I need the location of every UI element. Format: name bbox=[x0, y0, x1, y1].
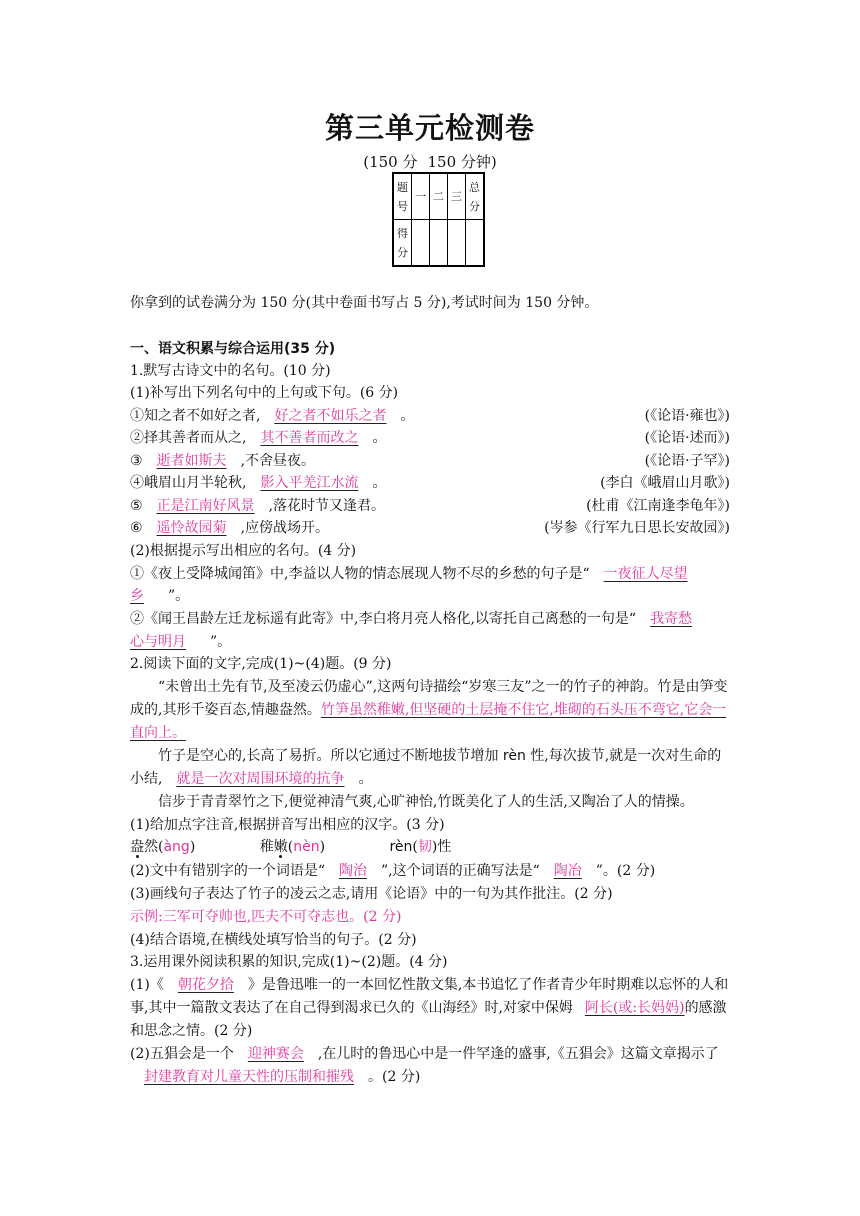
time-total: 150 分钟) bbox=[427, 153, 497, 171]
answer-text: 迎神赛会 bbox=[247, 1046, 304, 1062]
score-table-col-3: 三 bbox=[448, 173, 466, 220]
score-table-col-2: 二 bbox=[430, 173, 448, 220]
exam-meta bbox=[0, 151, 860, 172]
page-title: 第三单元检测卷 bbox=[324, 111, 535, 145]
score-cell bbox=[412, 220, 430, 267]
answer-text: 陶冶 bbox=[553, 863, 582, 879]
source-citation: (杜甫《江南逢李龟年》) bbox=[586, 498, 730, 514]
q1-item-4: ④峨眉山月半轮秋, 影入平羌江水流 。 (李白《峨眉山月歌》) bbox=[130, 472, 730, 494]
score-total: (150 分 bbox=[363, 153, 418, 171]
q1-part2-b-line2: 心与明月 ”。 bbox=[130, 634, 232, 650]
q1-item-1: ①知之者不如好之者, 好之者不如乐之者 。 (《论语·雍也》) bbox=[130, 405, 730, 427]
word-2: 稚嫩(nèn) bbox=[259, 839, 326, 855]
q1-item-6: ⑥ 遥怜故园菊 ,应傍战场开。 (岑参《行军九日思长安故园》) bbox=[130, 517, 730, 539]
answer-text: 逝者如斯夫 bbox=[156, 453, 227, 469]
source-citation: (《论语·子罕》) bbox=[644, 453, 730, 469]
q3-sub1: (1)《 朝花夕拾 》是鲁迅唯一的一本回忆性散文集,本书追忆了作者青少年时期难以忘怀的人和事,其中一篇散文表达了在自己得到渴求已久的《山海经》时,对家中保姆 阿长(或:长妈妈)的感激和思念之情。(2 分) bbox=[130, 977, 729, 1039]
answer-text: 陶治 bbox=[339, 863, 367, 879]
q1-item-5: ⑤ 正是江南好风景 ,落花时节又逢君。 (杜甫《江南逢李龟年》) bbox=[130, 495, 730, 517]
q1-part2-b-line1: ②《闻王昌龄左迁龙标遥有此寄》中,李白将月亮人格化,以寄托自己离愁的一句是“ 我寄愁 bbox=[130, 611, 693, 627]
q2-sub3-answer: 示例:三军可夺帅也,匹夫不可夺志也。(2 分) bbox=[130, 909, 402, 925]
q2-sub3: (3)画线句子表达了竹子的凌云之志,请用《论语》中的一句为其作批注。(2 分) bbox=[130, 886, 613, 902]
score-table-row-label: 题号 bbox=[393, 173, 412, 220]
q2-sub2: (2)文中有错别字的一个词语是“ 陶治 ”,这个词语的正确写法是“ 陶冶 ”。(2 分) bbox=[130, 863, 656, 879]
word-3: rèn(韧)性 bbox=[389, 839, 452, 855]
score-table-col-1: 一 bbox=[412, 173, 430, 220]
answer-text: 就是一次对周围环境的抗争 bbox=[176, 771, 345, 787]
q2-sub4: (4)结合语境,在横线处填写恰当的句子。(2 分) bbox=[130, 932, 417, 948]
q1-part2-a-line2: 乡 ”。 bbox=[130, 588, 190, 604]
score-cell bbox=[430, 220, 448, 267]
answer-text: 朝花夕拾 bbox=[177, 977, 234, 993]
q1-part1: (1)补写出下列名句中的上句或下句。(6 分) bbox=[130, 385, 399, 401]
q2-sub1: (1)给加点字注音,根据拼音写出相应的汉字。(3 分) bbox=[130, 817, 445, 833]
q1-item-3: ③ 逝者如斯夫 ,不舍昼夜。 (《论语·子罕》) bbox=[130, 450, 730, 472]
answer-text: 乡 bbox=[130, 588, 144, 604]
q3-stem: 3.运用课外阅读积累的知识,完成(1)~(2)题。(4 分) bbox=[130, 954, 448, 970]
source-citation: (岑参《行军九日思长安故园》) bbox=[544, 520, 730, 536]
answer-text: 阿长(或: bbox=[584, 1000, 638, 1016]
source-citation: (李白《峨眉山月歌》) bbox=[600, 475, 730, 491]
answer-text: 正是江南好风景 bbox=[156, 498, 255, 514]
answer-text: 影入平羌江水流 bbox=[260, 475, 359, 491]
answer-text: 封建教育对儿童天性的压制和摧残 bbox=[144, 1069, 354, 1085]
answer-text: 心与明月 bbox=[130, 634, 186, 650]
score-table bbox=[392, 172, 485, 267]
answer-text: 其不善者而改之 bbox=[260, 430, 359, 446]
q1-part2: (2)根据提示写出相应的名句。(4 分) bbox=[130, 543, 357, 559]
source-citation: (《论语·述而》) bbox=[644, 430, 730, 446]
answer-text: 韧 bbox=[417, 839, 432, 855]
underlined-sentence: 竹笋虽然稚嫩,但坚硬的土层掩不住它,堆砌的石头压不弯它,它会一直向上。 bbox=[130, 702, 727, 741]
answer-text: 遥怜故园菊 bbox=[156, 520, 227, 536]
source-citation: (《论语·雍也》) bbox=[644, 408, 730, 424]
q1-part2-a-line1: ①《夜上受降城闻笛》中,李益以人物的情态展现人物不尽的乡愁的句子是“ 一夜征人尽望 bbox=[130, 566, 688, 582]
q1-item-2: ②择其善者而从之, 其不善者而改之 。 (《论语·述而》) bbox=[130, 427, 730, 449]
intro-text: 你拿到的试卷满分为 150 分(其中卷面书写占 5 分),考试时间为 150 分钟。 bbox=[130, 295, 599, 311]
passage-paragraph-2: 竹子是空心的,长高了易折。所以它通过不断地拔节增加 rèn 性,每次拔节,就是一次对生命的小结, 就是一次对周围环境的抗争 。 bbox=[130, 748, 722, 787]
q3-sub2: (2)五猖会是一个 迎神赛会 ,在儿时的鲁迅心中是一件罕逢的盛事,《五猖会》这篇文章揭示了封建教育对儿童天性的压制和摧残 。(2 分) bbox=[130, 1046, 719, 1085]
passage-paragraph-1: “未曾出土先有节,及至凌云仍虚心”,这两句诗描绘“岁寒三友”之一的竹子的神韵。竹是由笋变成的,其形千姿百态,情趣盎然。竹笋虽然稚嫩,但坚硬的土层掩不住它,堆砌的石头压不弯它,它会一直向上。 bbox=[130, 679, 728, 741]
score-table-score-label: 得分 bbox=[393, 220, 412, 267]
score-table-total-label: 总分 bbox=[466, 173, 485, 220]
score-cell bbox=[466, 220, 485, 267]
q2-sub1-words bbox=[130, 836, 730, 858]
score-cell bbox=[448, 220, 466, 267]
q1-stem: 1.默写古诗文中的名句。(10 分) bbox=[130, 363, 331, 379]
q2-stem: 2.阅读下面的文字,完成(1)~(4)题。(9 分) bbox=[130, 656, 392, 672]
answer-text: 好之者不如乐之者 bbox=[274, 408, 387, 424]
answer-text: 我寄愁 bbox=[650, 611, 693, 627]
answer-text: 长妈妈) bbox=[637, 1000, 685, 1016]
answer-text: nèn bbox=[293, 839, 320, 855]
answer-text: àng bbox=[163, 839, 190, 855]
answer-text: 一夜征人尽望 bbox=[603, 566, 688, 582]
passage-paragraph-3: 信步于青青翠竹之下,便觉神清气爽,心旷神怡,竹既美化了人的生活,又陶冶了人的情操。 bbox=[158, 794, 694, 810]
section-heading: 一、语文积累与综合运用(35 分) bbox=[130, 341, 336, 357]
word-1: 盎然(àng) bbox=[130, 839, 196, 855]
